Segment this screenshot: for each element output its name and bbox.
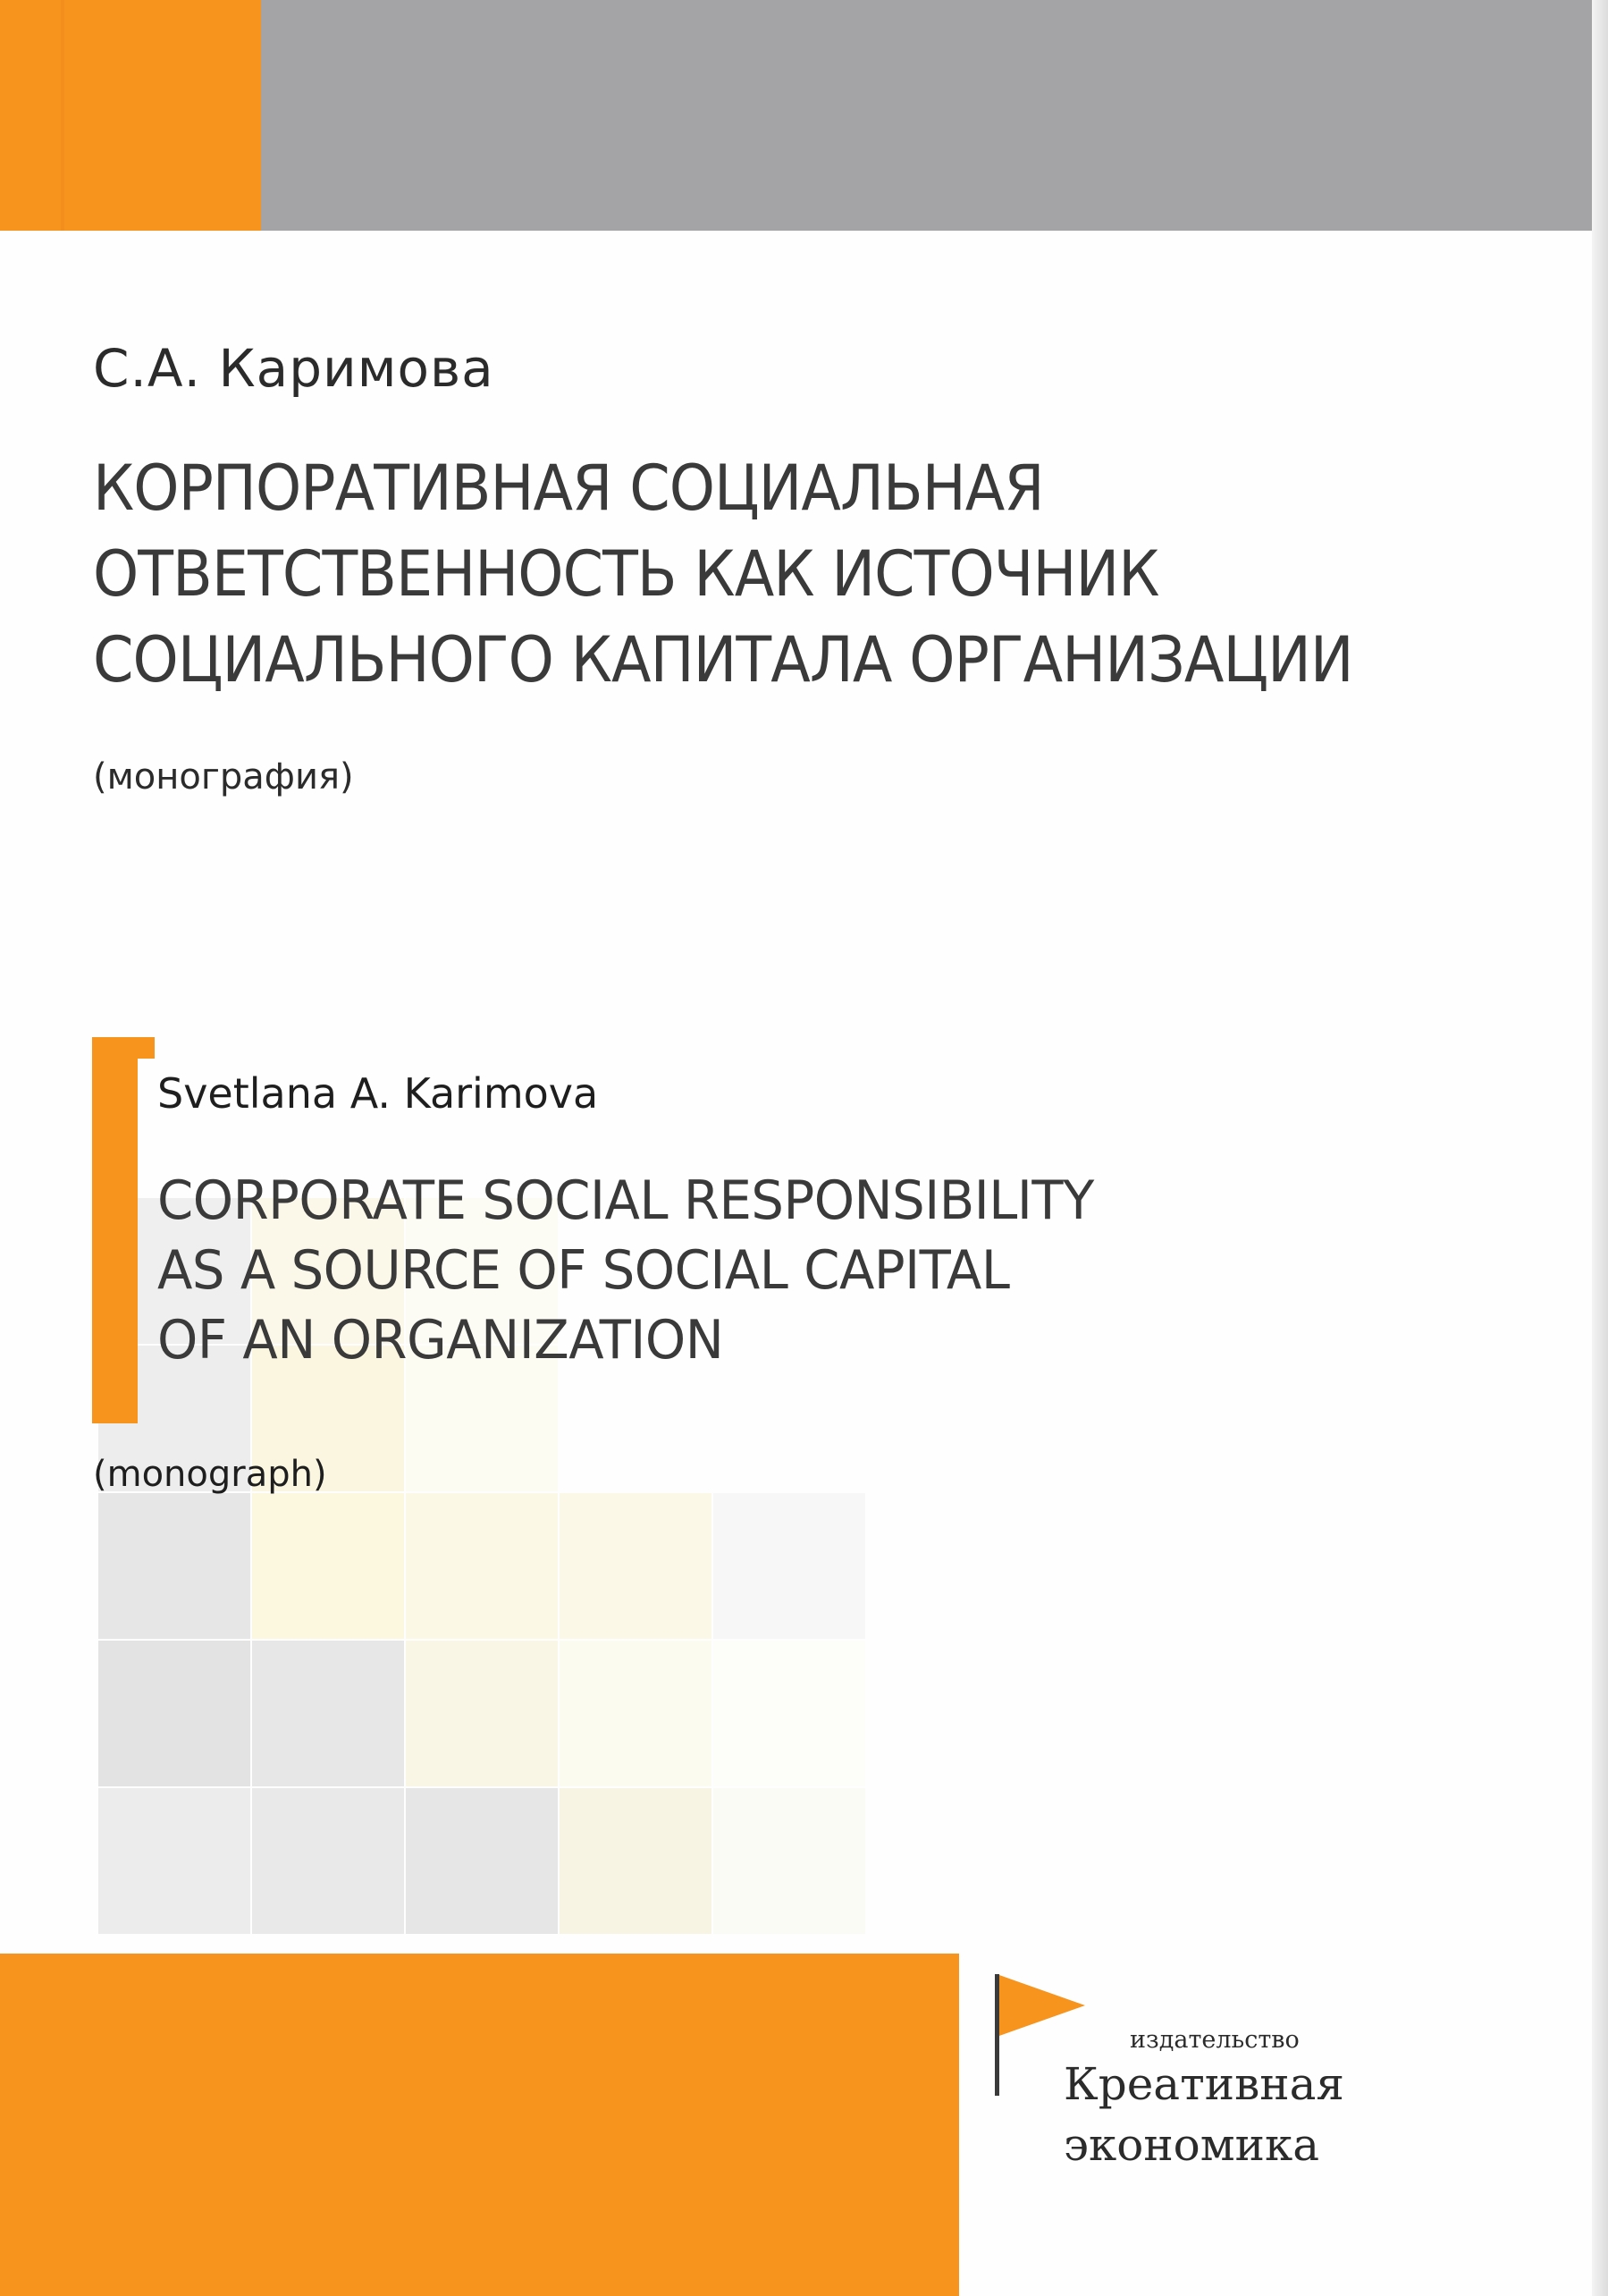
title-ru-line: КОРПОРАТИВНАЯ СОЦИАЛЬНАЯ <box>93 452 1044 525</box>
genre-ru: (монография) <box>93 756 354 798</box>
publisher-name-line1: Креативная <box>1064 2058 1344 2110</box>
title-en <box>157 1166 1094 1375</box>
flag-icon <box>999 1975 1085 2036</box>
orange-bracket-vertical <box>92 1037 138 1423</box>
cover-edge <box>1592 0 1608 2296</box>
title-ru-line: СОЦИАЛЬНОГО КАПИТАЛА ОРГАНИЗАЦИИ <box>93 623 1353 696</box>
mosaic-tile <box>252 1788 404 1934</box>
bottom-orange-band <box>0 1954 959 2296</box>
mosaic-tile <box>406 1788 558 1934</box>
title-en-line: AS A SOURCE OF SOCIAL CAPITAL <box>157 1239 1010 1302</box>
mosaic-tile <box>560 1493 711 1639</box>
top-grey-band <box>261 0 1593 231</box>
mosaic-tile <box>98 1641 250 1786</box>
mosaic-tile <box>713 1493 865 1639</box>
top-orange-band <box>0 0 261 231</box>
title-en-line: CORPORATE SOCIAL RESPONSIBILITY <box>157 1169 1094 1232</box>
mosaic-tile <box>252 1641 404 1786</box>
title-ru-line: ОТВЕТСТВЕННОСТЬ КАК ИСТОЧНИК <box>93 537 1159 611</box>
mosaic-tile <box>560 1788 711 1934</box>
title-en-line: OF AN ORGANIZATION <box>157 1309 724 1372</box>
publisher-label: издательство <box>1130 2026 1300 2054</box>
mosaic-tile <box>98 1493 250 1639</box>
mosaic-tile <box>252 1493 404 1639</box>
mosaic-tile <box>98 1788 250 1934</box>
mosaic-tile <box>713 1641 865 1786</box>
author-ru: С.А. Каримова <box>93 338 494 399</box>
title-ru <box>93 445 1353 703</box>
genre-en: (monograph) <box>93 1454 327 1495</box>
mosaic-tile <box>406 1641 558 1786</box>
orange-bracket-horizontal <box>92 1037 155 1059</box>
author-en: Svetlana A. Karimova <box>157 1069 599 1118</box>
publisher-name-line2: экономика <box>1064 2119 1320 2171</box>
mosaic-tile <box>406 1493 558 1639</box>
mosaic-tile <box>713 1788 865 1934</box>
mosaic-tile <box>560 1641 711 1786</box>
